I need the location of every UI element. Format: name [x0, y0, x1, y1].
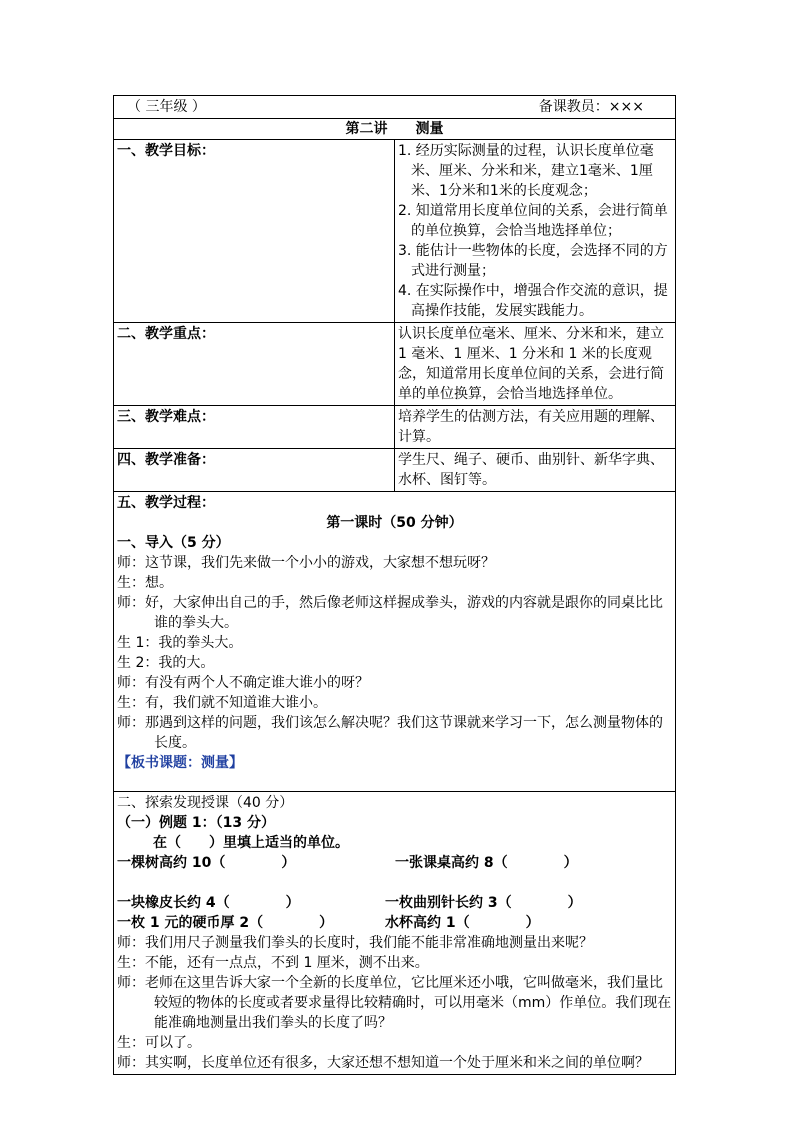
dialogue-line: 师：有没有两个人不确定谁大谁小的呀？ [117, 675, 369, 691]
example-heading: （一）例题 1：（13 分） [117, 815, 275, 831]
fill-item: 一枚曲别针长约 3（ ） [385, 895, 582, 911]
lesson-title: 第一课时（50 分钟） [326, 515, 463, 531]
preparation-text: 学生尺、绳子、硬币、曲别针、新华字典、水杯、图钉等。 [395, 449, 676, 492]
fill-instruction: 在（ ）里填上适当的单位。 [153, 835, 349, 851]
lesson-plan-page [113, 95, 676, 1075]
dialogue-line: 师：那遇到这样的问题，我们该怎么解决呢？我们这节课就来学习一下，怎么测量物体的长度。 [117, 715, 663, 751]
dialogue-line: 师：好，大家伸出自己的手，然后像老师这样握成拳头，游戏的内容就是跟你的同桌比比谁的拳头大。 [117, 595, 663, 631]
dialogue-line: 师：其实啊，长度单位还有很多，大家还想不想知道一个处于厘米和米之间的单位啊？ [117, 1055, 649, 1071]
explore-section [114, 792, 676, 1075]
goal-item: 3. 能估计一些物体的长度，会选择不同的方式进行测量； [398, 243, 668, 279]
dialogue-line: 生：想。 [117, 575, 173, 591]
fill-item: 水杯高约 1（ ） [385, 915, 540, 931]
blank-line [117, 873, 672, 893]
dialogue-line: 生：不能，还有一点点，不到 1 厘米，测不出来。 [117, 955, 429, 971]
process-section [114, 492, 676, 792]
header-row [114, 96, 676, 119]
dialogue-line: 师：我们用尺子测量我们拳头的长度时，我们能不能非常准确地测量出来呢？ [117, 935, 593, 951]
fill-row [117, 913, 672, 933]
preparation-label: 四、教学准备： [114, 449, 395, 492]
dialogue-line: 师：老师在这里告诉大家一个全新的长度单位，它比厘米还小哦，它叫做毫米，我们量比较短的物体的长度或者要求量得比较精确时，可以用毫米（mm）作单位。我们现在能准确地测量出我们拳头的长度了吗？ [117, 975, 672, 1031]
fill-item: 一张课桌高约 8（ ） [395, 855, 578, 871]
fill-row [117, 893, 672, 913]
goal-item: 4. 在实际操作中，增强合作交流的意识，提高操作技能，发展实践能力。 [398, 283, 668, 319]
dialogue-line: 生：可以了。 [117, 1035, 201, 1051]
dialogue-line: 生：有，我们就不知道谁大谁小。 [117, 695, 327, 711]
difficulties-text: 培养学生的估测方法，有关应用题的理解、计算。 [395, 406, 676, 449]
key-points-text: 认识长度单位毫米、厘米、分米和米，建立 1 毫米、1 厘米、1 分米和 1 米的长度观念，知道常用长度单位间的关系，会进行简单的单位换算，会恰当地选择单位。 [395, 323, 676, 406]
lecture-title: 第二讲 测量 [114, 119, 676, 140]
fill-item: 一块橡皮长约 4（ ） [117, 895, 300, 911]
fill-item: 一枚 1 元的硬币厚 2（ ） [117, 915, 334, 931]
goals-content [395, 140, 676, 323]
grade-label: （ 三年级 ） [127, 99, 206, 115]
intro-heading: 一、导入（5 分） [117, 535, 230, 551]
dialogue-line: 生 1：我的拳头大。 [117, 635, 243, 651]
board-title: 【板书课题：测量】 [117, 755, 243, 771]
dialogue-line: 生 2：我的大。 [117, 655, 215, 671]
explore-heading: 二、探索发现授课（40 分） [117, 795, 294, 811]
goals-label: 一、教学目标： [114, 140, 395, 323]
teacher-label: 备课教员：××× [538, 99, 644, 115]
key-points-label: 二、教学重点： [114, 323, 395, 406]
difficulties-label: 三、教学难点： [114, 406, 395, 449]
fill-row [117, 853, 672, 873]
fill-item: 一棵树高约 10（ ） [117, 855, 296, 871]
goal-item: 2. 知道常用长度单位间的关系，会进行简单的单位换算，会恰当地选择单位； [398, 203, 668, 239]
process-label: 五、教学过程： [117, 495, 215, 511]
goal-item: 1. 经历实际测量的过程，认识长度单位毫米、厘米、分米和米，建立1毫米、1厘米、1分米和1米的长度观念； [398, 143, 654, 199]
lesson-plan-table [113, 95, 676, 1075]
dialogue-line: 师：这节课，我们先来做一个小小的游戏，大家想不想玩呀？ [117, 555, 495, 571]
